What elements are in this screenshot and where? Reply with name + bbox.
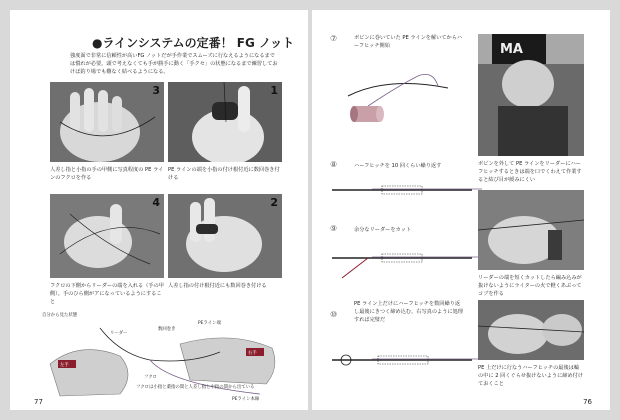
finish-diagram [332, 346, 482, 386]
photo-caption: 人差し指の付け根付近にも数回巻き付ける [168, 283, 267, 289]
photo-step-4 [50, 194, 164, 278]
photo-step-1 [168, 82, 282, 162]
photo-final-hitch [478, 300, 584, 360]
loop-note-label: フクロは小指と薬指の間と人差し指と中指の間から出ている [136, 385, 255, 390]
right-hand-shape [180, 338, 275, 384]
photo-number: 3 [152, 84, 160, 97]
step-number: ⑦ [330, 34, 338, 43]
bobbin-diagram [328, 56, 468, 126]
cap-logo-text: MA [500, 42, 523, 57]
step-number: ⑧ [330, 160, 338, 169]
pe-end-label: PEライン端 [198, 321, 221, 326]
right-page [312, 10, 610, 410]
photo-angler-biting [478, 34, 584, 156]
wrap-count-label: 数回巻き [158, 327, 176, 332]
step-text: ハーフヒッチを 10 回くらい繰り返す [354, 163, 442, 169]
photo-step-3 [50, 82, 164, 162]
photo-caption: ボビンを外して PE ラインをリーダーにハーフヒッチするときは端を口でくわえて作業すると結び目が緩みにくい [478, 161, 582, 183]
step-text: PE ライン上だけにハーフヒッチを数回繰り返し最後にきつく締め込む。右写真のように処理すれば完璧だ [354, 301, 463, 323]
photo-number: 1 [270, 84, 278, 97]
photo-number: 2 [270, 196, 278, 209]
hand-photo-illustration [50, 194, 164, 278]
left-page [10, 10, 308, 410]
step-text: 余分なリーダーをカット [354, 227, 412, 233]
intro-text: 強度面で非常に信頼性が高いFG ノットだが手作業でスムーズに行なえるようになるまでは慣れが必要。頭で考えなくても手が勝手に動く「手クセ」の状態になるまで練習しておけば釣り場でも難なく結べるようになる。 [70, 53, 278, 76]
pe-main-label: PEライン本線 [232, 397, 260, 402]
leader-label: リーダー [110, 331, 128, 336]
left-hand-shape [50, 350, 128, 396]
angler-photo-illustration [478, 34, 584, 156]
page-number: 76 [583, 398, 592, 406]
cut-end-line [342, 258, 368, 278]
step-number: ⑨ [330, 224, 338, 233]
loop-label: フクロ [144, 375, 158, 380]
hand-photo-illustration [50, 82, 164, 162]
half-hitch-diagram [332, 180, 482, 200]
step-text: ボビンに巻いていた PE ラインを解いてからハーフヒッチ開始 [354, 35, 463, 49]
photo-caption: PE 上だけに行なうハーフヒッチの最後は輪の中に 2 回くぐらせ抜けないように締め付けておくこと [478, 365, 584, 387]
pe-line [368, 74, 438, 106]
hand-diagram [40, 304, 290, 404]
photo-step-2 [168, 194, 282, 278]
left-hand-label: 左手 [60, 363, 69, 368]
photo-caption: フクロの下側からリーダーの端を入れる（手の甲側）。手のひら側がアになっているようにすること [50, 283, 164, 305]
leader-line [348, 84, 448, 97]
bobbin-icon [350, 106, 384, 122]
right-hand-label: 右手 [248, 351, 257, 356]
page-title: ●ラインシステムの定番！ FG ノット [92, 36, 295, 50]
hand-photo-illustration [168, 82, 282, 162]
photo-number: 4 [152, 196, 160, 209]
hand-photo-illustration [168, 194, 282, 278]
photo-caption: リーダーの端を短くカットしたら編み込みが抜けないようにライターの火で軽くあぶってコブを作る [478, 275, 582, 297]
hitch-photo-illustration [478, 300, 584, 360]
step-number: ⑩ [330, 310, 338, 319]
diagram-title: 自分から見た状態 [42, 313, 78, 318]
photo-caption: PE ラインの端を小指の付け根付近に数回巻き付ける [168, 167, 280, 181]
cut-leader-diagram [332, 246, 482, 282]
lighter-photo-illustration [478, 190, 584, 270]
page-number: 77 [34, 398, 43, 406]
photo-caption: 人差し指と小指の手の甲側に写真程度の PE ラインのフクロを作る [50, 167, 164, 181]
photo-lighter [478, 190, 584, 270]
